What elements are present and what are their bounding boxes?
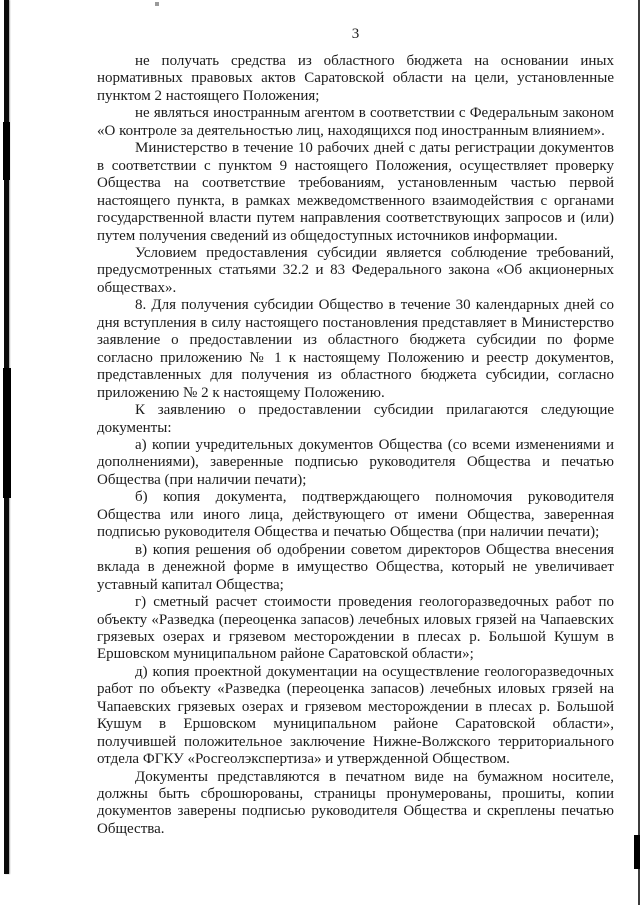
- paragraph: в) копия решения об одобрении советом директоров Общества внесения вклада в денежной форме в имущество Общества, который не увеличивает уставный капитал Общества;: [97, 541, 614, 593]
- paragraph: К заявлению о предоставлении субсидии прилагаются следующие документы:: [97, 402, 614, 436]
- page-number: 3: [351, 26, 360, 42]
- paragraph: Министерство в течение 10 рабочих дней с даты регистрации документов в соответствии с пунктом 9 настоящего Положения, осуществляет проверку Общества на соответствие требованиям, установленным частью первой настоящего пункта, в рамках межведомственного взаимодействия с органами государственной власти путем направления соответствующих запросов и (или) путем получения сведений из общедоступных источников информации.: [97, 140, 614, 244]
- scan-smudge-bottom-right: [634, 835, 640, 869]
- scan-border-left-smudge-lower: [3, 368, 11, 498]
- scan-border-left-smudge-upper: [3, 122, 10, 180]
- paragraph: а) копии учредительных документов Общества (со всеми изменениями и дополнениями), заверенные подписью руководителя Общества и печатью Общества (при наличии печати);: [97, 436, 614, 488]
- paragraph: г) сметный расчет стоимости проведения геологоразведочных работ по объекту «Разведка (переоценка запасов) лечебных иловых грязей на Чапаевских грязевых озерах и грязевом месторождении в плесах р. Большой Кушум в Ершовском муниципальном районе Саратовской области»;: [97, 594, 614, 663]
- paragraph: д) копия проектной документации на осуществление геологоразведочных работ по объекту «Разведка (переоценка запасов) лечебных иловых грязей на Чапаевских грязевых озерах и грязевом месторождении в плесах р. Большой Кушум в Ершовском муниципальном районе Саратовской области», получившей положительное заключение Нижне-Волжского территориального отдела ФГКУ «Росгеолэкспертиза» и утвержденной Обществом.: [97, 663, 614, 768]
- scan-speck-top: [155, 2, 159, 6]
- paragraph: 8. Для получения субсидии Общество в течение 30 календарных дней со дня вступления в силу настоящего постановления представляет в Министерство заявление о предоставлении из областного бюджета субсидии по форме согласно приложению № 1 к настоящему Положению и реестр документов, представленных для получения из областного бюджета субсидии, согласно приложению № 2 к настоящему Положению.: [97, 297, 614, 401]
- paragraph: Условием предоставления субсидии является соблюдение требований, предусмотренных статьями 32.2 и 83 Федерального закона «Об акционерных обществах».: [97, 244, 614, 296]
- body-text: [97, 53, 614, 838]
- paragraph: не являться иностранным агентом в соответствии с Федеральным законом «О контроле за деятельностью лиц, находящихся под иностранным влиянием».: [97, 105, 614, 139]
- text-column: [97, 25, 614, 838]
- paragraph: Документы представляются в печатном виде на бумажном носителе, должны быть сброшюрованы, страницы пронумерованы, прошиты, копии документов заверены подписью руководителя Общества и скреплены печатью Общества.: [97, 768, 614, 837]
- paragraph: не получать средства из областного бюджета на основании иных нормативных правовых актов Саратовской области на цели, установленные пунктом 2 настоящего Положения;: [97, 53, 614, 104]
- paragraph: б) копия документа, подтверждающего полномочия руководителя Общества или иного лица, действующего от имени Общества, заверенная подписью руководителя Общества и печатью Общества (при наличии печати);: [97, 489, 614, 541]
